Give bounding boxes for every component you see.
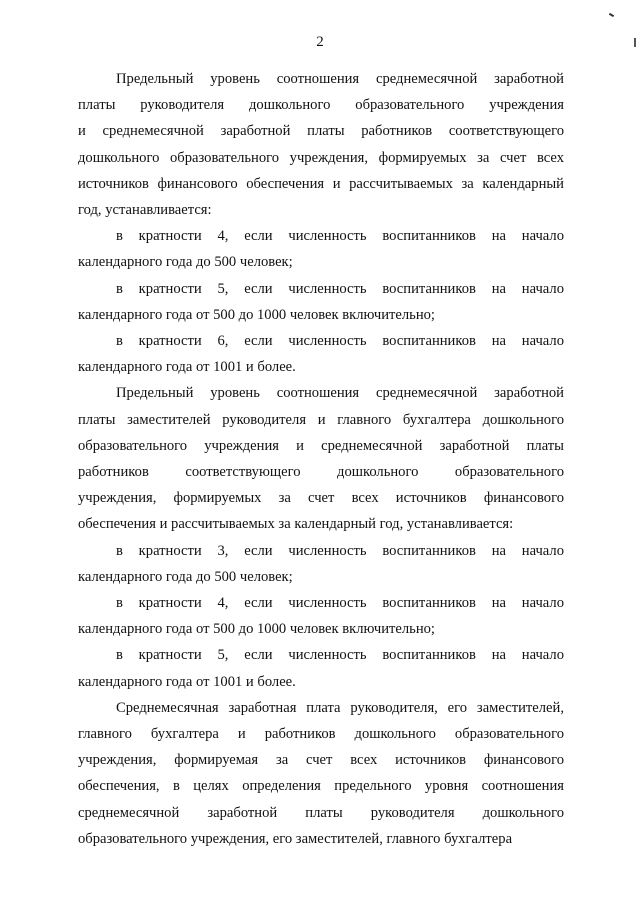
text-line: календарного года от 500 до 1000 человек включительно;: [78, 306, 435, 323]
text-line: платы заместителей руководителя и главного бухгалтера дошкольного: [78, 411, 564, 428]
paragraph: [78, 642, 564, 694]
text-line: календарного года от 500 до 1000 человек включительно;: [78, 621, 435, 638]
text-line: календарного года до 500 человек;: [78, 568, 293, 585]
text-line: и среднемесячной заработной платы работников соответствующего: [78, 123, 564, 140]
text-line: в кратности 6, если численность воспитанников на начало: [116, 333, 564, 350]
text-line: учреждения, формируемых за счет всех источников финансового: [78, 490, 564, 507]
text-line: календарного года от 1001 и более.: [78, 359, 296, 376]
text-line: в кратности 4, если численность воспитанников на начало: [116, 595, 564, 612]
text-line: Среднемесячная заработная плата руководителя, его заместителей,: [116, 699, 564, 716]
text-line: в кратности 4, если численность воспитанников на начало: [116, 228, 564, 245]
text-line: в кратности 5, если численность воспитанников на начало: [116, 647, 564, 664]
text-line: главного бухгалтера и работников дошкольного образовательного: [78, 726, 564, 743]
text-line: работников соответствующего дошкольного образовательного: [78, 464, 564, 481]
text-line: обеспечения, в целях определения предельного уровня соотношения: [78, 778, 564, 795]
document-body: [78, 66, 564, 852]
text-line: среднемесячной заработной платы руководителя дошкольного: [78, 804, 564, 821]
scan-mark: [609, 13, 614, 17]
text-line: год, устанавливается:: [78, 202, 212, 219]
paragraph: [78, 590, 564, 642]
text-line: образовательного учреждения, его заместителей, главного бухгалтера: [78, 830, 513, 847]
paragraph: [78, 380, 564, 537]
text-line: в кратности 5, если численность воспитанников на начало: [116, 280, 564, 297]
text-line: Предельный уровень соотношения среднемесячной заработной: [116, 385, 564, 402]
text-line: календарного года от 1001 и более.: [78, 673, 296, 690]
paragraph: [78, 695, 564, 852]
text-line: образовательного учреждения и среднемесячной заработной платы: [78, 437, 564, 454]
text-line: дошкольного образовательного учреждения, формируемых за счет всех: [78, 149, 564, 166]
paragraph: [78, 223, 564, 275]
text-line: Предельный уровень соотношения среднемесячной заработной: [116, 71, 564, 87]
text-line: источников финансового обеспечения и рассчитываемых за календарный: [78, 175, 564, 192]
page-number: 2: [316, 34, 324, 50]
text-line: обеспечения и рассчитываемых за календарный год, устанавливается:: [78, 516, 514, 533]
text-line: в кратности 3, если численность воспитанников на начало: [116, 542, 564, 559]
text-line: платы руководителя дошкольного образовательного учреждения: [78, 97, 564, 114]
paragraph: [78, 66, 564, 223]
paragraph: [78, 276, 564, 328]
text-line: учреждения, формируемая за счет всех источников финансового: [78, 752, 564, 769]
text-line: календарного года до 500 человек;: [78, 254, 293, 271]
paragraph: [78, 538, 564, 590]
paragraph: [78, 328, 564, 380]
